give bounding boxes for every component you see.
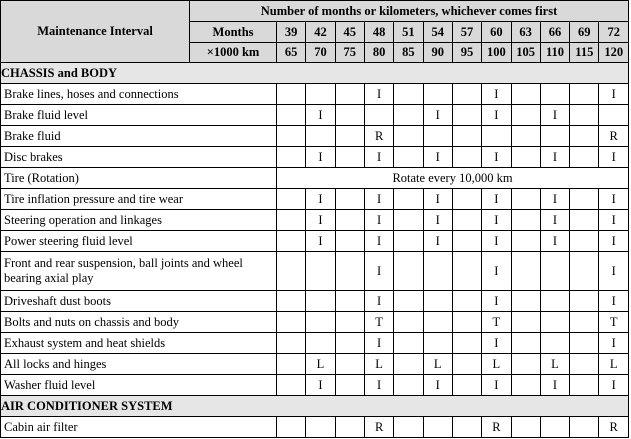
schedule-cell: [394, 252, 423, 291]
schedule-cell: L: [540, 354, 569, 375]
section-row: [1, 63, 629, 84]
schedule-cell: [540, 417, 569, 438]
schedule-cell: [277, 84, 306, 105]
schedule-cell: I: [364, 231, 393, 252]
schedule-cell: [277, 210, 306, 231]
schedule-cell: I: [540, 231, 569, 252]
schedule-cell: [452, 291, 481, 312]
schedule-cell: I: [482, 84, 511, 105]
schedule-cell: I: [364, 291, 393, 312]
schedule-cell: [452, 252, 481, 291]
schedule-cell: [511, 231, 540, 252]
schedule-cell: I: [423, 105, 452, 126]
schedule-cell: [306, 126, 335, 147]
km-header-cell: 70: [306, 43, 335, 63]
schedule-cell: [511, 126, 540, 147]
schedule-cell: I: [423, 375, 452, 396]
schedule-cell: I: [599, 189, 629, 210]
schedule-cell: I: [306, 105, 335, 126]
schedule-cell: L: [423, 354, 452, 375]
schedule-cell: [423, 312, 452, 333]
schedule-cell: I: [599, 210, 629, 231]
schedule-cell: [452, 333, 481, 354]
schedule-cell: [570, 126, 599, 147]
schedule-cell: I: [306, 231, 335, 252]
schedule-cell: [277, 252, 306, 291]
schedule-cell: I: [540, 210, 569, 231]
schedule-cell: I: [482, 147, 511, 168]
schedule-cell: [570, 333, 599, 354]
item-label: Steering operation and linkages: [1, 210, 277, 231]
schedule-cell: [394, 375, 423, 396]
schedule-cell: T: [364, 312, 393, 333]
schedule-cell: [423, 84, 452, 105]
table-row: [1, 147, 629, 168]
schedule-cell: [364, 105, 393, 126]
schedule-cell: [511, 252, 540, 291]
schedule-cell: [394, 417, 423, 438]
item-label: Washer fluid level: [1, 375, 277, 396]
schedule-cell: [540, 333, 569, 354]
schedule-cell: I: [599, 375, 629, 396]
km-header-cell: 105: [511, 43, 540, 63]
schedule-cell: [335, 84, 364, 105]
schedule-cell: [306, 252, 335, 291]
schedule-cell: [306, 417, 335, 438]
schedule-cell: [306, 333, 335, 354]
schedule-cell: [394, 126, 423, 147]
month-header-cell: 57: [452, 22, 481, 43]
schedule-cell: I: [306, 375, 335, 396]
schedule-cell: L: [364, 354, 393, 375]
schedule-cell: [394, 147, 423, 168]
schedule-cell: [511, 291, 540, 312]
schedule-cell: [570, 312, 599, 333]
schedule-cell: I: [599, 231, 629, 252]
schedule-cell: [511, 147, 540, 168]
km-header-cell: 85: [394, 43, 423, 63]
section-title: AIR CONDITIONER SYSTEM: [1, 396, 629, 417]
schedule-cell: [511, 417, 540, 438]
schedule-cell: [277, 333, 306, 354]
schedule-cell: I: [364, 84, 393, 105]
table-row: [1, 231, 629, 252]
schedule-cell: I: [599, 291, 629, 312]
month-header-cell: 72: [599, 22, 629, 43]
table-row: [1, 252, 629, 291]
schedule-cell: [482, 126, 511, 147]
schedule-cell: [452, 231, 481, 252]
schedule-cell: I: [306, 147, 335, 168]
schedule-cell: [277, 417, 306, 438]
table-row: [1, 291, 629, 312]
schedule-cell: [570, 417, 599, 438]
table-row: [1, 375, 629, 396]
schedule-cell: [570, 210, 599, 231]
schedule-cell: I: [482, 210, 511, 231]
month-header-cell: 45: [335, 22, 364, 43]
km-header-cell: 65: [277, 43, 306, 63]
km-header-cell: 110: [540, 43, 569, 63]
schedule-cell: [540, 84, 569, 105]
schedule-cell: R: [364, 126, 393, 147]
schedule-cell: [423, 291, 452, 312]
km-header-cell: 95: [452, 43, 481, 63]
schedule-cell: [511, 354, 540, 375]
maintenance-interval-header: Maintenance Interval: [1, 1, 190, 63]
schedule-cell: [452, 84, 481, 105]
km-header-cell: 115: [570, 43, 599, 63]
schedule-cell: [423, 333, 452, 354]
schedule-cell: [511, 312, 540, 333]
schedule-cell: I: [364, 189, 393, 210]
schedule-cell: [394, 189, 423, 210]
schedule-cell: [335, 417, 364, 438]
schedule-cell: [599, 105, 629, 126]
schedule-cell: [394, 354, 423, 375]
schedule-cell: [570, 354, 599, 375]
section-row: [1, 396, 629, 417]
schedule-cell: [452, 354, 481, 375]
item-label: Tire (Rotation): [1, 168, 277, 189]
km-header-cell: 80: [364, 43, 393, 63]
schedule-cell: I: [540, 375, 569, 396]
item-label: Cabin air filter: [1, 417, 277, 438]
schedule-cell: [452, 126, 481, 147]
month-header-cell: 39: [277, 22, 306, 43]
item-label: Driveshaft dust boots: [1, 291, 277, 312]
km-header-cell: 120: [599, 43, 629, 63]
schedule-cell: [570, 105, 599, 126]
section-title: CHASSIS and BODY: [1, 63, 629, 84]
schedule-cell: I: [423, 147, 452, 168]
schedule-cell: I: [540, 189, 569, 210]
schedule-cell: [570, 291, 599, 312]
schedule-cell: [511, 105, 540, 126]
schedule-cell: [540, 312, 569, 333]
table-row: [1, 312, 629, 333]
schedule-cell: [335, 210, 364, 231]
schedule-cell: I: [599, 252, 629, 291]
item-label: Tire inflation pressure and tire wear: [1, 189, 277, 210]
month-header-cell: 60: [482, 22, 511, 43]
schedule-cell: [335, 354, 364, 375]
table-row: [1, 84, 629, 105]
month-header-cell: 63: [511, 22, 540, 43]
schedule-cell: [277, 291, 306, 312]
schedule-cell: [277, 147, 306, 168]
schedule-cell: I: [540, 105, 569, 126]
schedule-cell: I: [306, 210, 335, 231]
item-label: Brake fluid: [1, 126, 277, 147]
schedule-cell: I: [364, 375, 393, 396]
schedule-cell: [394, 105, 423, 126]
schedule-cell: R: [364, 417, 393, 438]
schedule-cell: I: [482, 231, 511, 252]
item-label: Exhaust system and heat shields: [1, 333, 277, 354]
schedule-cell: [452, 417, 481, 438]
item-label: Brake fluid level: [1, 105, 277, 126]
schedule-cell: [394, 210, 423, 231]
schedule-cell: I: [364, 210, 393, 231]
schedule-cell: [335, 252, 364, 291]
schedule-cell: [423, 252, 452, 291]
schedule-cell: I: [482, 189, 511, 210]
km-header-cell: 75: [335, 43, 364, 63]
schedule-cell: [540, 126, 569, 147]
schedule-cell: [511, 333, 540, 354]
table-row: [1, 417, 629, 438]
schedule-cell: [277, 105, 306, 126]
interval-group-title: Number of months or kilometers, whichever comes first: [190, 1, 629, 22]
schedule-cell: I: [482, 105, 511, 126]
schedule-cell: [570, 252, 599, 291]
item-label: Brake lines, hoses and connections: [1, 84, 277, 105]
table-row: [1, 168, 629, 189]
schedule-cell: L: [306, 354, 335, 375]
km-header-cell: 100: [482, 43, 511, 63]
item-label: Disc brakes: [1, 147, 277, 168]
schedule-cell: [277, 189, 306, 210]
schedule-cell: [511, 210, 540, 231]
schedule-cell: [570, 189, 599, 210]
schedule-cell: [335, 312, 364, 333]
km-header-cell: 90: [423, 43, 452, 63]
schedule-cell: I: [423, 210, 452, 231]
schedule-cell: [335, 231, 364, 252]
months-label: Months: [190, 22, 277, 43]
schedule-cell: [394, 84, 423, 105]
schedule-cell: [335, 375, 364, 396]
schedule-cell: [423, 126, 452, 147]
month-header-cell: 54: [423, 22, 452, 43]
schedule-cell: [335, 147, 364, 168]
schedule-cell: T: [599, 312, 629, 333]
schedule-cell: [452, 312, 481, 333]
schedule-cell: I: [482, 252, 511, 291]
schedule-cell: [335, 291, 364, 312]
schedule-cell: [335, 333, 364, 354]
schedule-cell: [394, 231, 423, 252]
schedule-cell: I: [423, 189, 452, 210]
schedule-cell: [570, 375, 599, 396]
schedule-cell: I: [364, 333, 393, 354]
schedule-cell: [394, 333, 423, 354]
schedule-cell: I: [423, 231, 452, 252]
schedule-cell: [277, 354, 306, 375]
schedule-cell: [394, 312, 423, 333]
schedule-cell: [306, 84, 335, 105]
schedule-cell: [452, 147, 481, 168]
month-header-cell: 69: [570, 22, 599, 43]
schedule-cell: L: [599, 354, 629, 375]
table-row: [1, 189, 629, 210]
schedule-cell: I: [364, 147, 393, 168]
schedule-cell: [277, 231, 306, 252]
schedule-cell: I: [306, 189, 335, 210]
schedule-cell: [570, 84, 599, 105]
table-row: [1, 333, 629, 354]
schedule-cell: I: [599, 147, 629, 168]
schedule-cell: I: [482, 291, 511, 312]
schedule-cell: [452, 105, 481, 126]
schedule-cell: [394, 291, 423, 312]
table-row: [1, 126, 629, 147]
schedule-cell: I: [599, 333, 629, 354]
rotation-note: Rotate every 10,000 km: [277, 168, 629, 189]
table-row: [1, 354, 629, 375]
item-label: Power steering fluid level: [1, 231, 277, 252]
month-header-cell: 66: [540, 22, 569, 43]
schedule-cell: I: [482, 375, 511, 396]
schedule-cell: [423, 417, 452, 438]
month-header-cell: 48: [364, 22, 393, 43]
schedule-cell: R: [482, 417, 511, 438]
schedule-cell: [277, 312, 306, 333]
schedule-cell: [570, 147, 599, 168]
table-row: [1, 210, 629, 231]
schedule-cell: [511, 189, 540, 210]
month-header-cell: 42: [306, 22, 335, 43]
table-body: [1, 63, 629, 438]
schedule-cell: [511, 375, 540, 396]
schedule-cell: I: [364, 252, 393, 291]
schedule-cell: I: [482, 333, 511, 354]
schedule-cell: [540, 291, 569, 312]
schedule-cell: [570, 231, 599, 252]
schedule-cell: [335, 189, 364, 210]
item-label: Bolts and nuts on chassis and body: [1, 312, 277, 333]
table-row: [1, 105, 629, 126]
schedule-cell: L: [482, 354, 511, 375]
schedule-cell: [277, 375, 306, 396]
schedule-cell: I: [540, 147, 569, 168]
schedule-cell: [511, 84, 540, 105]
schedule-cell: [540, 252, 569, 291]
schedule-cell: [335, 126, 364, 147]
item-label: Front and rear suspension, ball joints and wheel bearing axial play: [1, 252, 277, 291]
km-label: ×1000 km: [190, 43, 277, 63]
item-label: All locks and hinges: [1, 354, 277, 375]
schedule-cell: R: [599, 417, 629, 438]
schedule-cell: [452, 375, 481, 396]
schedule-cell: T: [482, 312, 511, 333]
schedule-cell: [306, 312, 335, 333]
schedule-cell: I: [599, 84, 629, 105]
schedule-cell: [277, 126, 306, 147]
table-header: [1, 1, 629, 63]
schedule-cell: [306, 291, 335, 312]
schedule-cell: [335, 105, 364, 126]
schedule-cell: [452, 189, 481, 210]
month-header-cell: 51: [394, 22, 423, 43]
schedule-cell: [452, 210, 481, 231]
schedule-cell: R: [599, 126, 629, 147]
